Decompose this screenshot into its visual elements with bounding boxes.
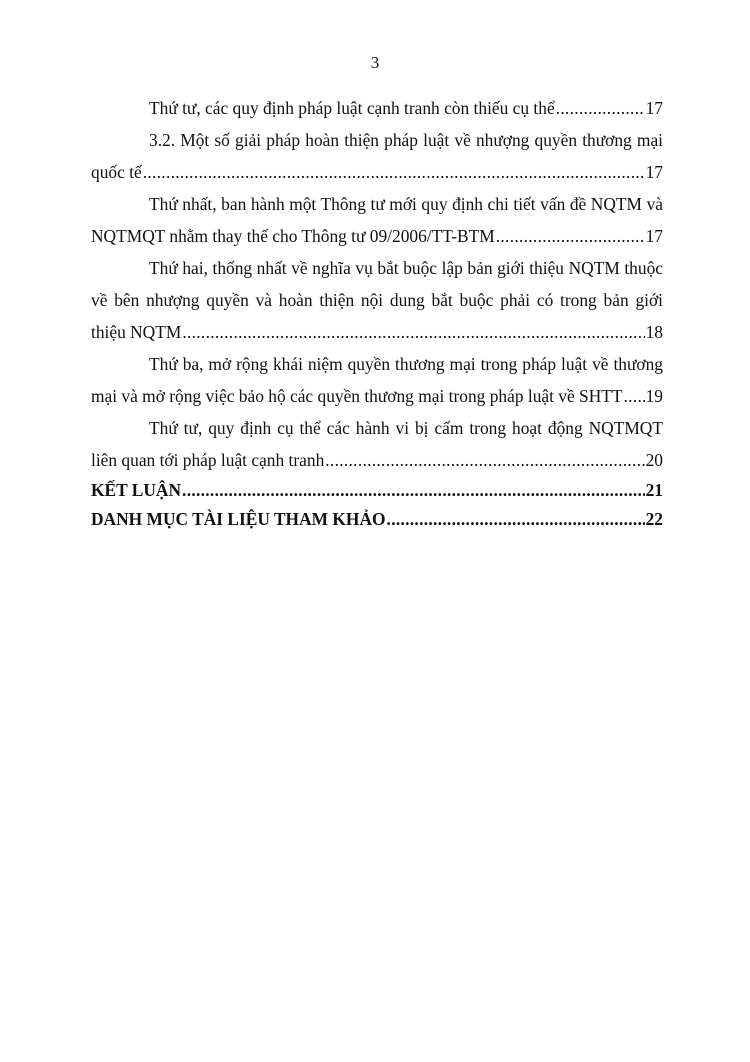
toc-entry-title-cont: NQTMQT nhằm thay thế cho Thông tư 09/2006/TT-BTM xyxy=(91,226,495,246)
toc-entry-title: DANH MỤC TÀI LIỆU THAM KHẢO xyxy=(91,509,386,529)
toc-entry-title: Thứ tư, các quy định pháp luật cạnh tranh còn thiếu cụ thể xyxy=(149,98,555,118)
toc-entry-title-cont: quốc tế xyxy=(91,162,142,182)
toc-entry-title: KẾT LUẬN xyxy=(91,480,182,500)
toc-entry-title-cont: liên quan tới pháp luật cạnh tranh xyxy=(91,450,325,470)
toc-line xyxy=(91,156,663,188)
leader-dots xyxy=(143,156,645,188)
toc-line xyxy=(91,348,663,380)
leader-dots xyxy=(624,380,645,412)
leader-dots xyxy=(556,92,645,124)
table-of-contents xyxy=(91,92,663,534)
toc-entry[interactable] xyxy=(91,188,663,252)
toc-line xyxy=(91,412,663,444)
toc-entry[interactable] xyxy=(91,124,663,188)
toc-line xyxy=(91,92,663,124)
page-number: 3 xyxy=(370,53,380,72)
toc-entry-title: Thứ ba, mở rộng khái niệm quyền thương mại trong pháp luật về thương xyxy=(149,354,663,374)
leader-dots xyxy=(387,505,645,534)
toc-line xyxy=(91,380,663,412)
toc-entry-conclusion[interactable] xyxy=(91,476,663,505)
toc-line xyxy=(91,252,663,284)
toc-entry-page: 17 xyxy=(645,226,663,246)
toc-entry-page: 20 xyxy=(645,450,663,470)
toc-entry[interactable] xyxy=(91,92,663,124)
toc-entry-page: 21 xyxy=(645,480,663,500)
toc-entry[interactable] xyxy=(91,412,663,476)
toc-line xyxy=(91,505,663,534)
toc-entry[interactable] xyxy=(91,252,663,348)
toc-entry-title: 3.2. Một số giải pháp hoàn thiện pháp luật về nhượng quyền thương mại xyxy=(149,130,663,150)
toc-line xyxy=(91,220,663,252)
toc-line xyxy=(91,284,663,316)
toc-entry-page: 17 xyxy=(645,98,663,118)
leader-dots xyxy=(496,220,645,252)
toc-line xyxy=(91,476,663,505)
toc-entry-title: Thứ nhất, ban hành một Thông tư mới quy định chi tiết vấn đề NQTM và xyxy=(149,194,663,214)
leader-dots xyxy=(182,316,644,348)
toc-entry[interactable] xyxy=(91,348,663,412)
toc-entry-page: 18 xyxy=(645,322,663,342)
toc-entry-page: 19 xyxy=(645,386,663,406)
toc-entry-page: 22 xyxy=(645,509,663,529)
toc-entry-title: Thứ hai, thống nhất về nghĩa vụ bắt buộc lập bản giới thiệu NQTM thuộc xyxy=(149,258,663,278)
toc-line xyxy=(91,444,663,476)
toc-entry-title: Thứ tư, quy định cụ thể các hành vi bị cấm trong hoạt động NQTMQT xyxy=(149,418,663,438)
toc-entry-title-cont: mại và mở rộng việc bảo hộ các quyền thương mại trong pháp luật về SHTT xyxy=(91,386,623,406)
toc-entry-references[interactable] xyxy=(91,505,663,534)
toc-entry-page: 17 xyxy=(645,162,663,182)
toc-line xyxy=(91,316,663,348)
toc-entry-title-cont: về bên nhượng quyền và hoàn thiện nội dung bắt buộc phải có trong bản giới xyxy=(91,290,663,310)
toc-line xyxy=(91,124,663,156)
leader-dots xyxy=(182,476,645,505)
leader-dots xyxy=(325,444,644,476)
toc-entry-title-cont: thiệu NQTM xyxy=(91,322,182,342)
toc-line xyxy=(91,188,663,220)
